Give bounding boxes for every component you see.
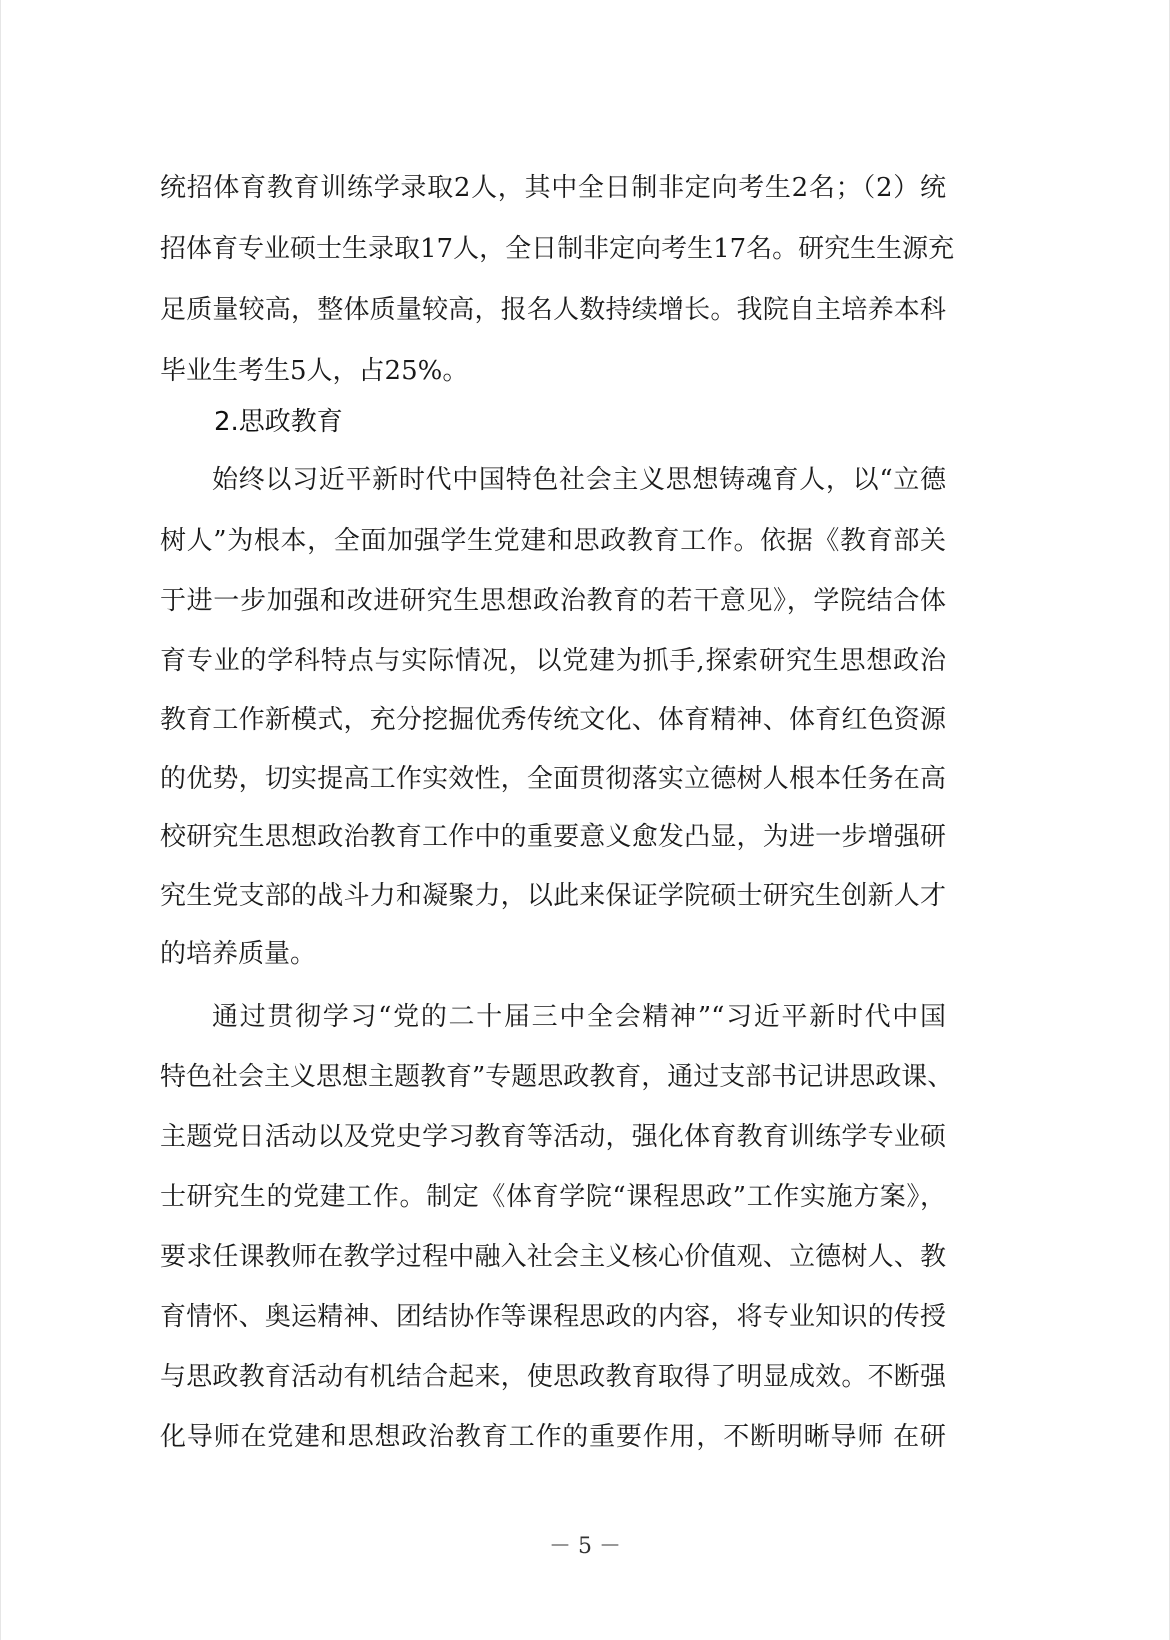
text-line: 与思政教育活动有机结合起来，使思政教育取得了明显成效。不断强: [160, 1362, 946, 1392]
page-edge-left: [0, 0, 1, 1640]
text-line: 主题党日活动以及党史学习教育等活动，强化体育教育训练学专业硕: [160, 1122, 946, 1152]
text-line: 于进一步加强和改进研究生思想政治教育的若干意见》，学院结合体: [160, 586, 946, 616]
text-line: 究生党支部的战斗力和凝聚力，以此来保证学院硕士研究生创新人才: [160, 881, 946, 911]
text-line: 始终以习近平新时代中国特色社会主义思想铸魂育人，以“立德: [212, 465, 946, 495]
text-line: 通过贯彻学习“党的二十届三中全会精神”“习近平新时代中国: [212, 1002, 946, 1032]
text-line: 校研究生思想政治教育工作中的重要意义愈发凸显，为进一步增强研: [160, 822, 946, 852]
text-line: 统招体育教育训练学录取2人，其中全日制非定向考生2名；（2）统: [160, 173, 946, 203]
text-line: 士研究生的党建工作。制定《体育学院“课程思政”工作实施方案》，: [160, 1182, 946, 1212]
section-heading: 2.思政教育: [214, 407, 343, 437]
text-line: 毕业生考生5人，占25%。: [160, 356, 469, 386]
text-line: 化导师在党建和思想政治教育工作的重要作用，不断明晰导师 在研: [160, 1422, 946, 1452]
text-line: 的培养质量。: [160, 939, 317, 969]
text-line: 树人”为根本，全面加强学生党建和思政教育工作。依据《教育部关: [160, 526, 946, 556]
text-line: 特色社会主义思想主题教育”专题思政教育，通过支部书记讲思政课、: [160, 1062, 954, 1092]
text-line: 教育工作新模式，充分挖掘优秀传统文化、体育精神、体育红色资源: [160, 705, 946, 735]
text-line: 招体育专业硕士生录取17人，全日制非定向考生17名。研究生生源充: [160, 234, 955, 264]
text-line: 育专业的学科特点与实际情况，以党建为抓手,探索研究生思想政治: [160, 646, 946, 676]
text-line: 育情怀、奥运精神、团结协作等课程思政的内容，将专业知识的传授: [160, 1302, 946, 1332]
text-line: 足质量较高，整体质量较高，报名人数持续增长。我院自主培养本科: [160, 295, 946, 325]
page-number: － 5 －: [549, 1534, 621, 1559]
text-line: 要求任课教师在教学过程中融入社会主义核心价值观、立德树人、教: [160, 1242, 946, 1272]
text-line: 的优势，切实提高工作实效性，全面贯彻落实立德树人根本任务在高: [160, 764, 946, 794]
